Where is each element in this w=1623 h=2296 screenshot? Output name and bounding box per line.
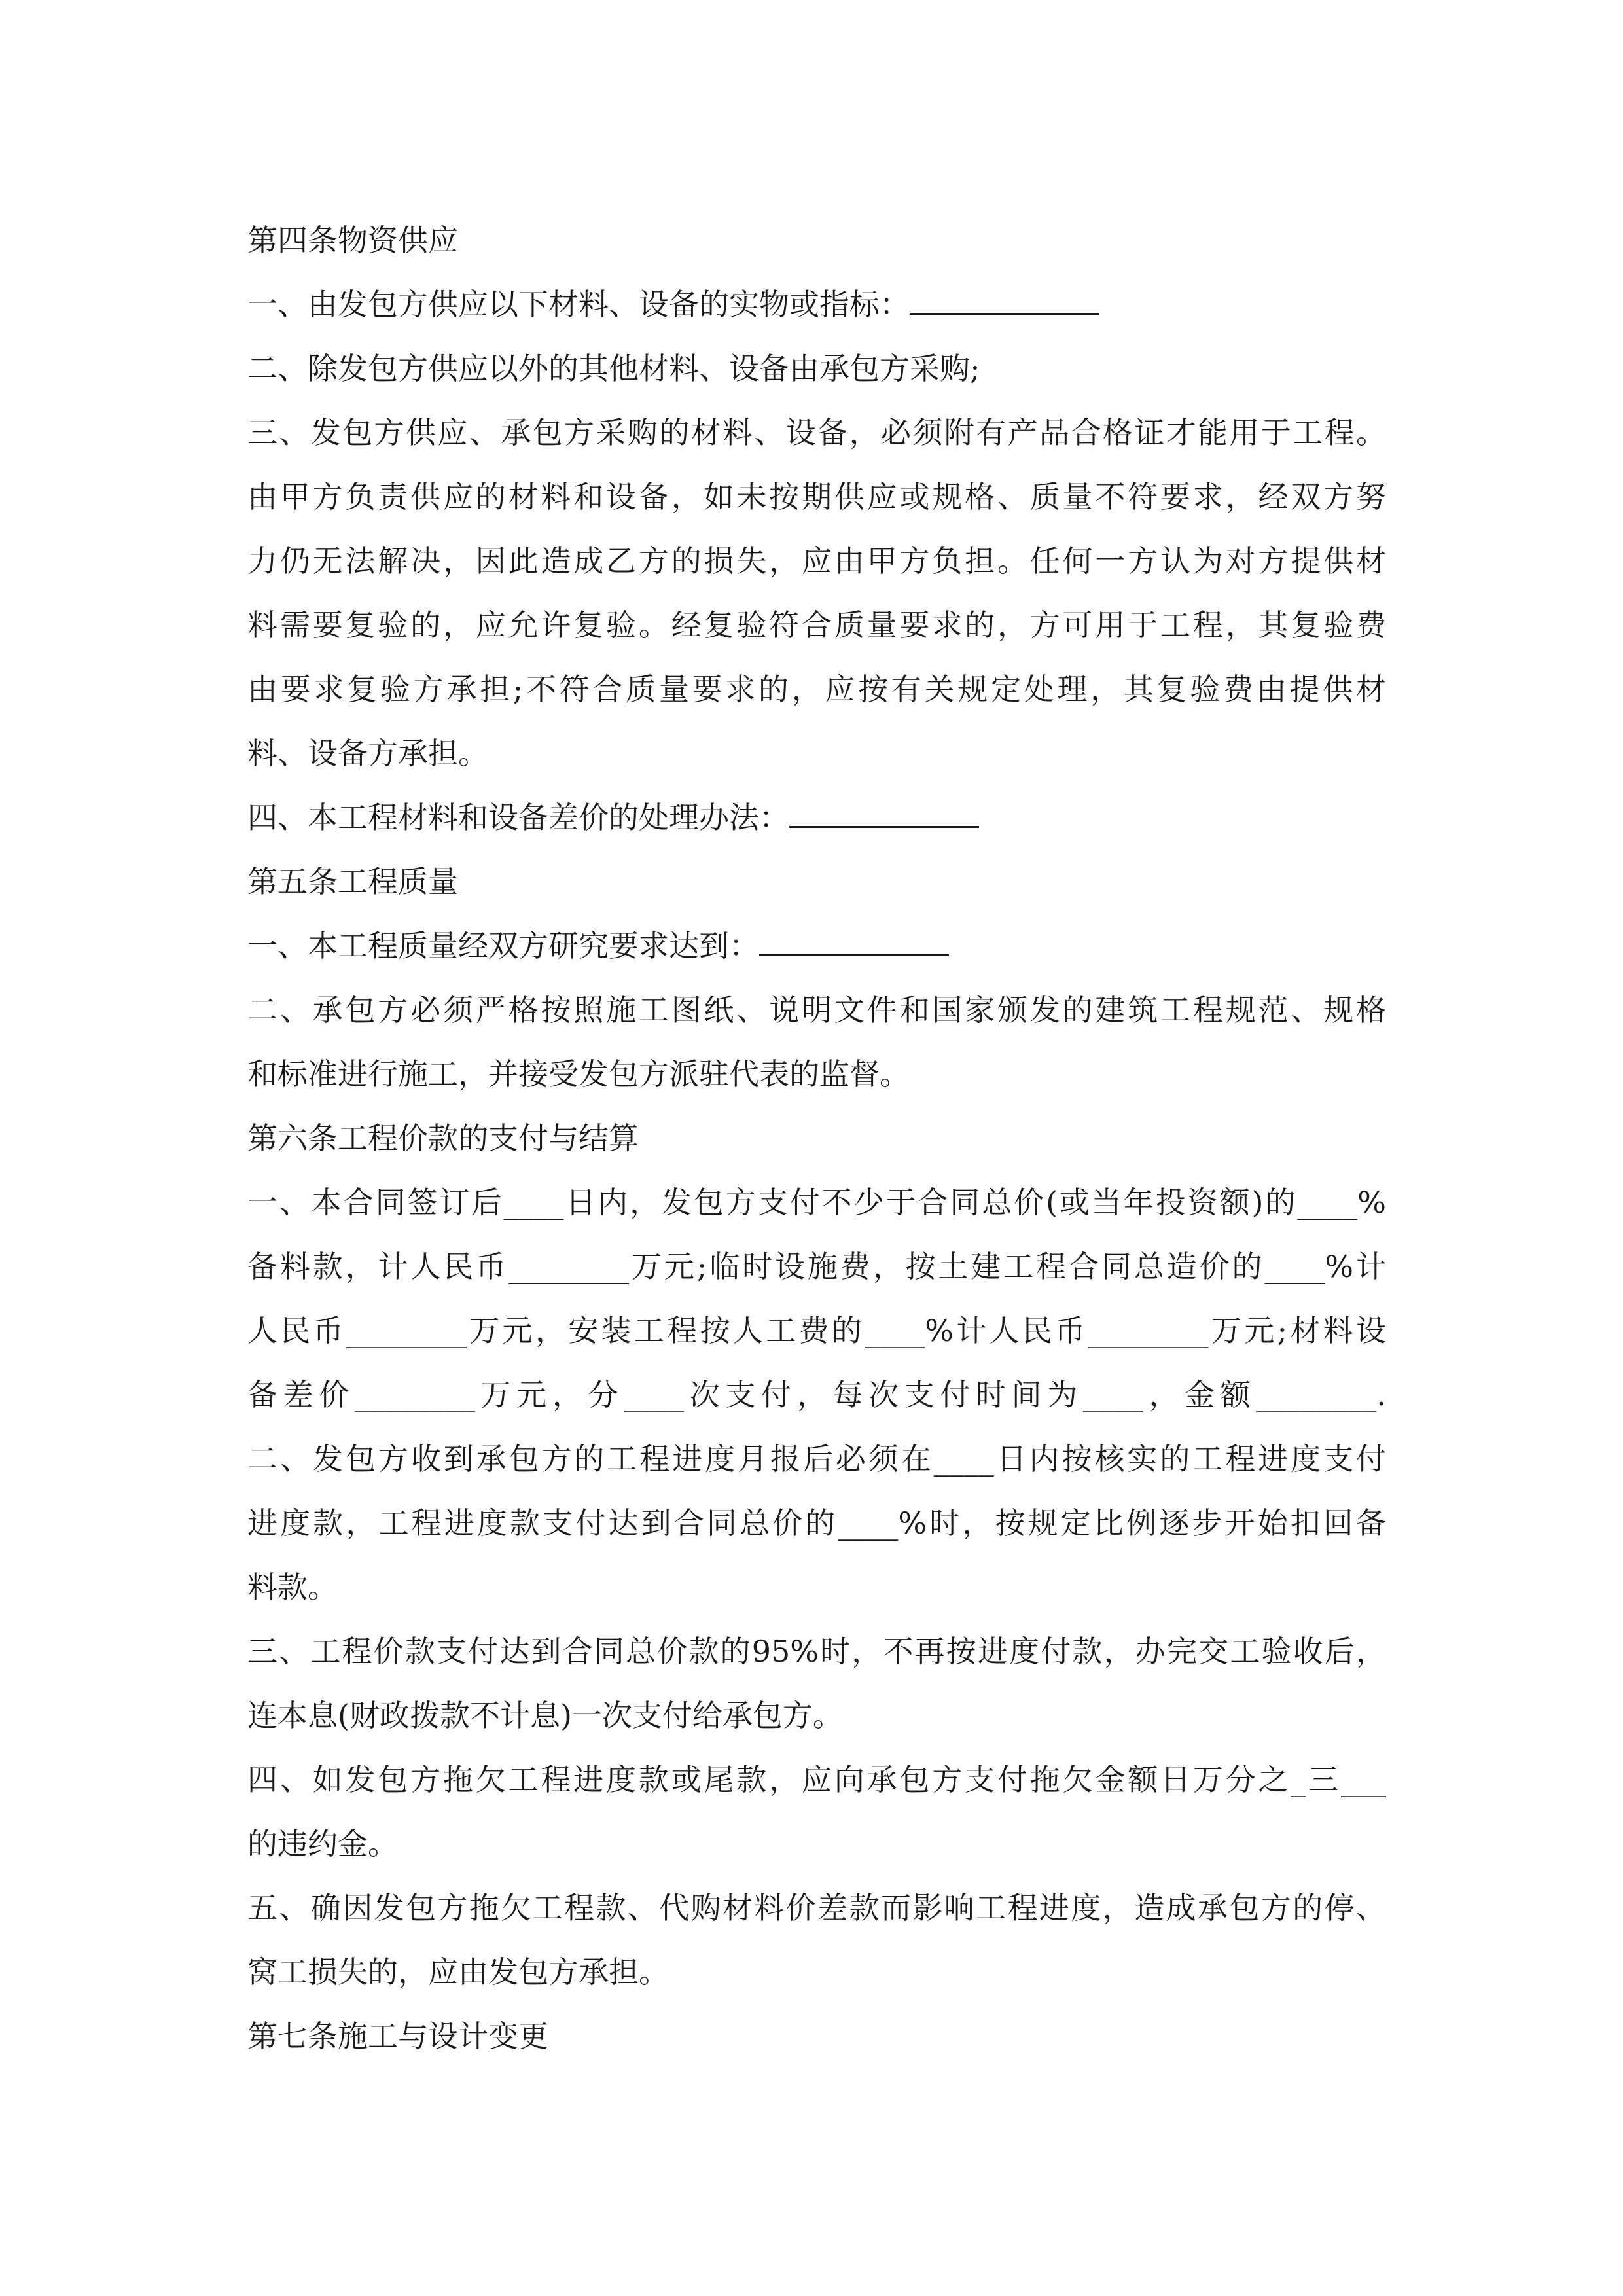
article-6-clause-1-line: 一、本合同签订后____日内，发包方支付不少于合同总价(或当年投资额)的____% [247,1185,1386,1220]
clause-text: 一、由发包方供应以下材料、设备的实物或指标： [247,287,910,322]
fill-in-blank [759,931,949,956]
article-6-clause-2-line: 料款。 [247,1570,338,1605]
article-6-clause-5-line: 五、确因发包方拖欠工程款、代购材料价差款而影响工程进度，造成承包方的停、 [247,1890,1386,1926]
clause-text: 一、本工程质量经双方研究要求达到： [247,928,759,963]
article-4-clause-4 [247,785,1386,850]
article-5-clause-2-line: 二、承包方必须严格按照施工图纸、说明文件和国家颁发的建筑工程规范、规格 [247,992,1386,1028]
article-4-clause-1 [247,272,1386,336]
article-6-clause-1-line: 备差价________万元，分____次支付，每次支付时间为____，金额________. [247,1377,1386,1412]
article-5-title: 第五条工程质量 [247,864,458,899]
article-5-clause-1 [247,914,1386,978]
article-4-title: 第四条物资供应 [247,223,458,258]
article-4-clause-3-line: 料、设备方承担。 [247,736,488,771]
document-page [247,208,1386,2068]
article-6-clause-3-line: 连本息(财政拨款不计息)一次支付给承包方。 [247,1698,843,1733]
article-6-clause-1-line: 备料款，计人民币________万元;临时设施费，按土建工程合同总造价的____%计 [247,1249,1386,1284]
fill-in-blank [910,289,1099,315]
article-5-clause-2-line: 和标准进行施工，并接受发包方派驻代表的监督。 [247,1056,910,1092]
article-6-title: 第六条工程价款的支付与结算 [247,1121,639,1156]
article-6-clause-5-line: 窝工损失的，应由发包方承担。 [247,1954,669,1990]
article-6-clause-4-line: 的违约金。 [247,1826,398,1861]
clause-text: 四、本工程材料和设备差价的处理办法： [247,800,789,835]
article-7-title: 第七条施工与设计变更 [247,2018,548,2054]
article-6-clause-1-line: 人民币________万元，安装工程按人工费的____%计人民币________万元;材料设 [247,1313,1386,1348]
article-4-clause-3-line: 由甲方负责供应的材料和设备，如未按期供应或规格、质量不符要求，经双方努 [247,479,1386,514]
article-4-clause-3-line: 由要求复验方承担;不符合质量要求的，应按有关规定处理，其复验费由提供材 [247,672,1386,707]
article-4-clause-3-line: 料需要复验的，应允许复验。经复验符合质量要求的，方可用于工程，其复验费 [247,607,1386,643]
article-6-clause-3-line: 三、工程价款支付达到合同总价款的95%时，不再按进度付款，办完交工验收后， [247,1634,1386,1669]
article-4-clause-3-line: 三、发包方供应、承包方采购的材料、设备，必须附有产品合格证才能用于工程。 [247,415,1386,450]
article-4-clause-3-line: 力仍无法解决，因此造成乙方的损失，应由甲方负担。任何一方认为对方提供材 [247,543,1386,579]
article-6-clause-2-line: 二、发包方收到承包方的工程进度月报后必须在____日内按核实的工程进度支付 [247,1441,1386,1477]
fill-in-blank [789,802,979,828]
article-6-clause-2-line: 进度款，工程进度款支付达到合同总价的____%时，按规定比例逐步开始扣回备 [247,1505,1386,1541]
article-4-clause-2: 二、除发包方供应以外的其他材料、设备由承包方采购; [247,351,980,386]
article-6-clause-4-line: 四、如发包方拖欠工程进度款或尾款，应向承包方支付拖欠金额日万分之_三___ [247,1762,1386,1797]
